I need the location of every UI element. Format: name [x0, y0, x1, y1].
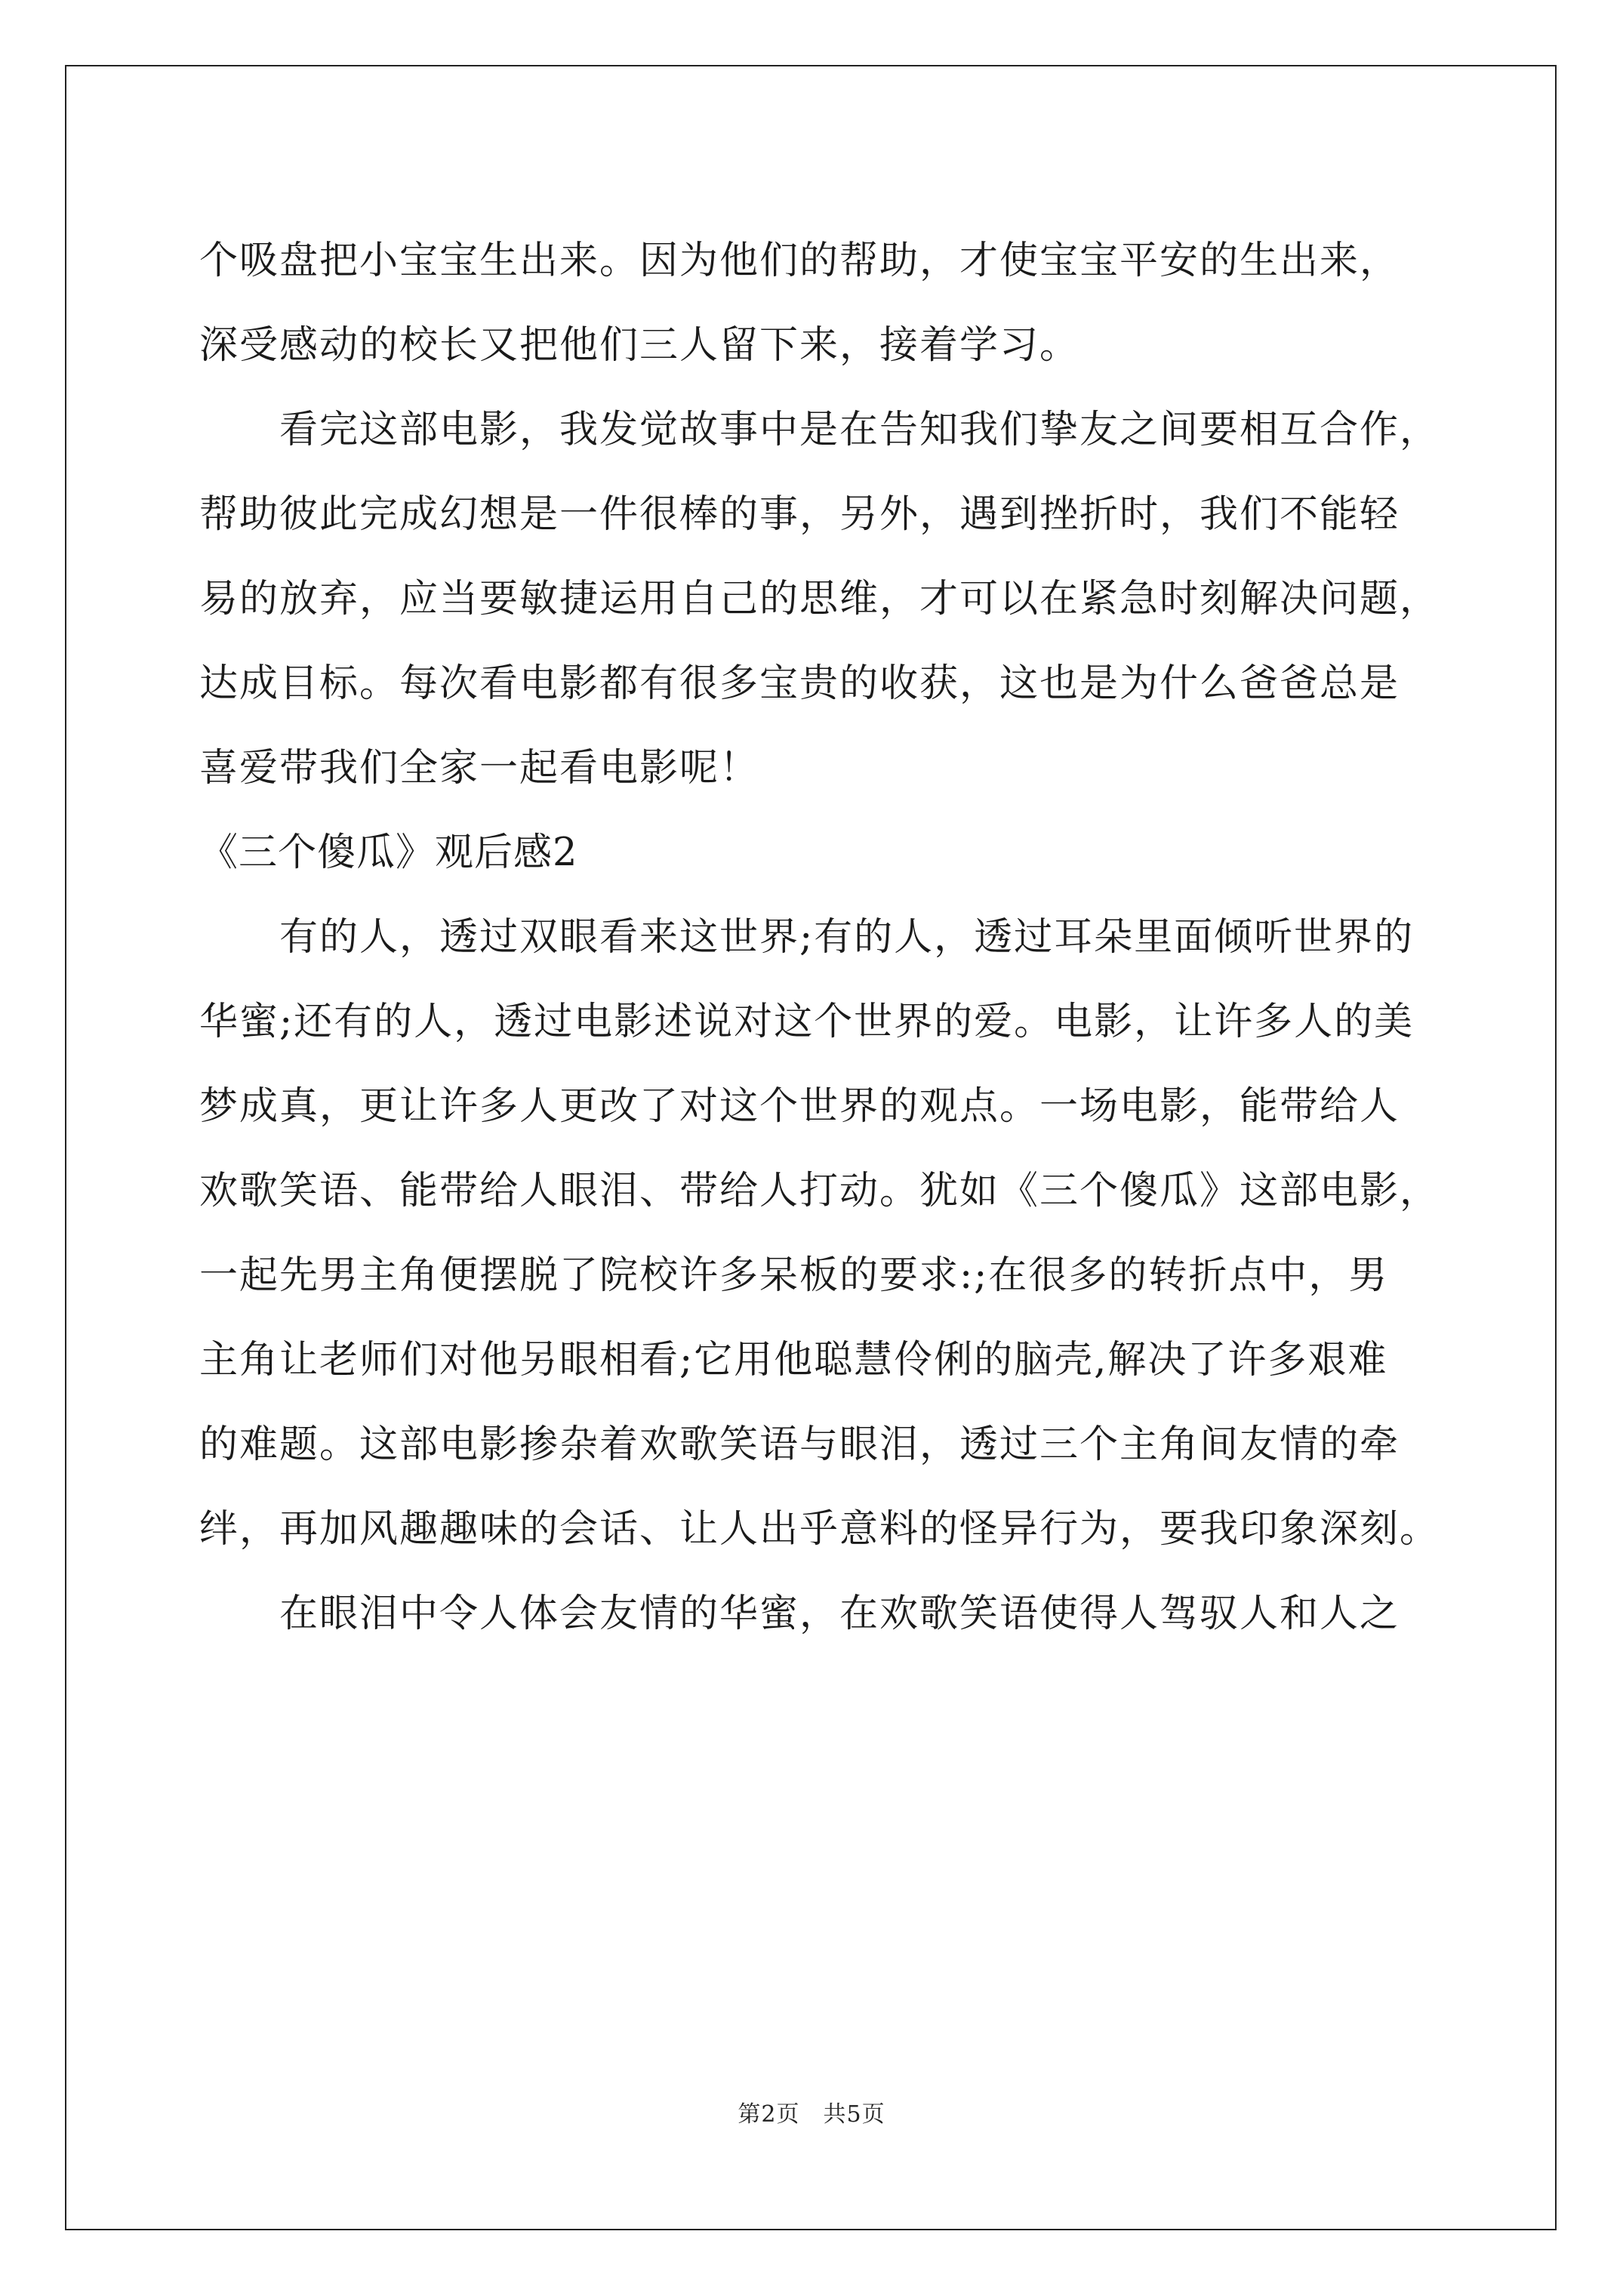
page-number-footer: 第2页 共5页 — [738, 2101, 885, 2128]
document-body — [199, 219, 1440, 1657]
text-line: 梦成真，更让许多人更改了对这个世界的观点。一场电影，能带给人 — [199, 1084, 1400, 1129]
text-line: 的难题。这部电影掺杂着欢歌笑语与眼泪，透过三个主角间友情的牵 — [199, 1422, 1400, 1467]
text-line: 帮助彼此完成幻想是一件很棒的事，另外，遇到挫折时，我们不能轻 — [199, 492, 1400, 537]
text-line: 欢歌笑语、能带给人眼泪、带给人打动。犹如《三个傻瓜》这部电影， — [199, 1169, 1440, 1213]
text-line: 华蜜;还有的人，透过电影述说对这个世界的爱。电影，让许多人的美 — [199, 1000, 1415, 1044]
paragraph-start: 在眼泪中令人体会友情的华蜜，在欢歌笑语使得人驾驭人和人之 — [279, 1592, 1400, 1636]
section-heading: 《三个傻瓜》观后感2 — [199, 831, 578, 875]
text-line: 达成目标。每次看电影都有很多宝贵的收获，这也是为什么爸爸总是 — [199, 661, 1400, 706]
text-line: 主角让老师们对他另眼相看;它用他聪慧伶俐的脑壳,解决了许多艰难 — [199, 1338, 1388, 1382]
text-line: 喜爱带我们全家一起看电影呢！ — [199, 746, 760, 791]
text-line: 一起先男主角便摆脱了院校许多呆板的要求:;在很多的转折点中，男 — [199, 1253, 1389, 1298]
text-line: 易的放弃，应当要敏捷运用自己的思维，才可以在紧急时刻解决问题， — [199, 577, 1440, 621]
paragraph-start: 看完这部电影，我发觉故事中是在告知我们挚友之间要相互合作， — [279, 408, 1440, 452]
text-line: 个吸盘把小宝宝生出来。因为他们的帮助，才使宝宝平安的生出来， — [199, 239, 1400, 283]
text-line: 深受感动的校长又把他们三人留下来，接着学习。 — [199, 323, 1080, 368]
paragraph-start: 有的人，透过双眼看来这世界;有的人，透过耳朵里面倾听世界的 — [279, 915, 1415, 960]
text-line: 绊，再加风趣趣味的会话、让人出乎意料的怪异行为，要我印象深刻。 — [199, 1507, 1440, 1552]
